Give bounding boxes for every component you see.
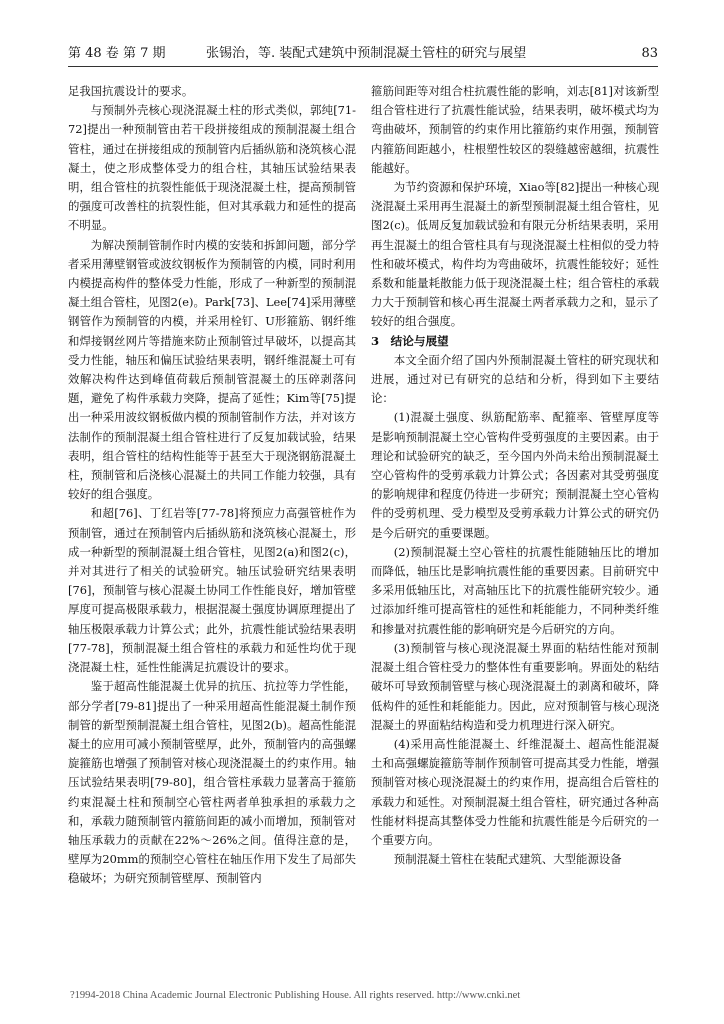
page-number: 83: [641, 46, 658, 61]
page-header: [68, 40, 658, 62]
journal-issue: 第 48 卷 第 7 期: [68, 46, 166, 61]
paragraph: 预制混凝土管柱在装配式建筑、大型能源设备: [393, 852, 622, 867]
running-title: 张锡治，等. 装配式建筑中预制混凝土管柱的研究与展望: [206, 46, 527, 61]
paragraph: (2)预制混凝土空心管柱的抗震性能随轴压比的增加而降低，轴压比是影响抗震性能的重要因素。目前研究中多采用低轴压比，对高轴压比下的抗震性能研究较少。通过添加纤维可提高管柱的延性和耗能能力，不同种类纤维和掺量对抗震性能的影响研究是今后研究的方向。: [371, 544, 659, 636]
right-column: [371, 82, 659, 869]
paragraph: 为节约资源和保护环境，Xiao等[82]提出一种核心现浇混凝土采用再生混凝土的新型预制混凝土组合管柱，见图2(c)。低周反复加载试验和有限元分析结果表明，采用再生混凝土的组合管柱具有与现浇混凝土柱相似的受力特性和破坏模式，构件均为弯曲破坏，抗震性能较好；延性系数和能量耗散能力低于现浇混凝土柱；组合管柱的承载力大于预制管和核心再生混凝土两者承载力之和，显示了较好的组合强度。: [371, 180, 660, 329]
paragraph: (4)采用高性能混凝土、纤维混凝土、超高性能混凝土和高强螺旋箍筋等制作预制管可提高其受力性能，增强预制管对核心现浇混凝土的约束作用，提高组合后管柱的承载力和延性。对预制混凝土组合管柱，研究通过各种高性能材料提高其整体受力性能和抗震性能是今后研究的一个重要方向。: [371, 736, 659, 847]
paragraph: 本文全面介绍了国内外预制混凝土管柱的研究现状和进展，通过对已有研究的总结和分析，得到如下主要结论：: [371, 352, 659, 406]
paragraph: 足我国抗震设计的要求。: [68, 84, 194, 98]
paragraph: (3)预制管与核心现浇混凝土界面的粘结性能对预制混凝土组合管柱受力的整体性有重要影响。界面处的粘结破坏可导致预制管壁与核心现浇混凝土的剥离和破坏，降低构件的延性和耗能能力。因此，应对预制管与核心现浇混凝土的界面粘结构造和受力机理进行深入研究。: [371, 640, 659, 732]
paragraph: 与预制外壳核心现浇混凝土柱的形式类似，郭纯[71-72]提出一种预制管由若干段拼接组成的预制混凝土组合管柱，通过在拼接组成的预制管内后插纵筋和浇筑核心混凝土，使之形成整体受力的组合柱，其轴压试验结果表明，组合管柱的抗裂性能低于现浇混凝土柱，提高预制管的强度可改善柱的抗裂性能，但对其承载力和延性的提高不明显。: [68, 103, 356, 233]
header-rule: [68, 66, 658, 67]
copyright-footer: ?1994-2018 China Academic Journal Electronic Publishing House. All rights reserved. http://www.cnki.net: [70, 990, 521, 1001]
paragraph: 箍筋间距等对组合柱抗震性能的影响，刘志[81]对该新型组合管柱进行了抗震性能试验，结果表明，破坏模式均为弯曲破坏，预制管的约束作用比箍筋约束作用强，预制管内箍筋间距越小，柱根塑性较区的裂缝越密越细，抗震性能越好。: [371, 84, 659, 175]
paragraph: 为解决预制管制作时内模的安装和拆卸问题，部分学者采用薄壁钢管或波纹钢板作为预制管的内模，同时利用内模提高构件的整体受力性能，形成了一种新型的预制混凝土组合管柱，见图2(e)。Park[73]、Lee[74]采用薄壁钢管作为预制管的内模，并采用栓钉、U形箍筋、钢纤维和焊接钢丝网片等措施来防止预制管过早破坏，以提高其受力性能，轴压和偏压试验结果表明，钢纤维混凝土可有效解决构件达到峰值荷载后预制管混凝土的压碎剥落问题，避免了构件承载力突降，提高了延性；Kim等[75]提出一种采用波纹钢板做内模的预制管制作方法，并对该方法制作的预制混凝土组合管柱进行了反复加载试验，结果表明，组合管柱的结构性能等于甚至大于现浇钢筋混凝土柱，预制管和后浇核心混凝土的共同工作能力较强，具有较好的组合强度。: [68, 237, 356, 502]
section-heading: 3 结论与展望: [371, 333, 449, 348]
paragraph: 和超[76]、丁红岩等[77-78]将预应力高强管桩作为预制管，通过在预制管内后插纵筋和浇筑核心混凝土，形成一种新型的预制混凝土组合管柱，见图2(a)和图2(c)，并对其进行了相关的试验研究。轴压试验研究结果表明[76]，预制管与核心混凝土协同工作性能良好，增加管壁厚度可提高极限承载力，根据混凝土强度协调原理提出了轴压极限承载力计算公式；此外，抗震性能试验结果表明[77-78]，预制混凝土组合管柱的承载力和延性均优于现浇混凝土柱，延性性能满足抗震设计的要求。: [68, 506, 356, 675]
paragraph: (1)混凝土强度、纵筋配筋率、配箍率、管壁厚度等是影响预制混凝土空心管构件受剪强度的主要因素。由于理论和试验研究的缺乏，至今国内外尚未给出预制混凝土空心管构件的受剪承载力计算公式；各因素对其受剪强度的影响规律和程度仍待进一步研究；预制混凝土空心管构件的受剪机理、受力模型及受剪承载力计算公式的研究仍是今后研究的重要课题。: [371, 410, 659, 540]
paragraph: 鉴于超高性能混凝土优异的抗压、抗拉等力学性能，部分学者[79-81]提出了一种采用超高性能混凝土制作预制管的新型预制混凝土组合管柱，见图2(b)。超高性能混凝土的应用可减小预制管壁厚，此外，预制管内的高强螺旋箍筋也增强了预制管对核心现浇混凝土的约束作用。轴压试验结果表明[79-80]，组合管柱承载力显著高于箍筋约束混凝土柱和预制空心管柱两者单独承担的承载力之和，承载力随预制管内箍筋间距的减小而增加，预制管对轴压承载力的贡献在22%～26%之间。值得注意的是，壁厚为20mm的预制空心管柱在轴压作用下发生了局部失稳破坏；为研究预制管壁厚、预制管内: [68, 679, 356, 886]
left-column: [68, 82, 356, 889]
